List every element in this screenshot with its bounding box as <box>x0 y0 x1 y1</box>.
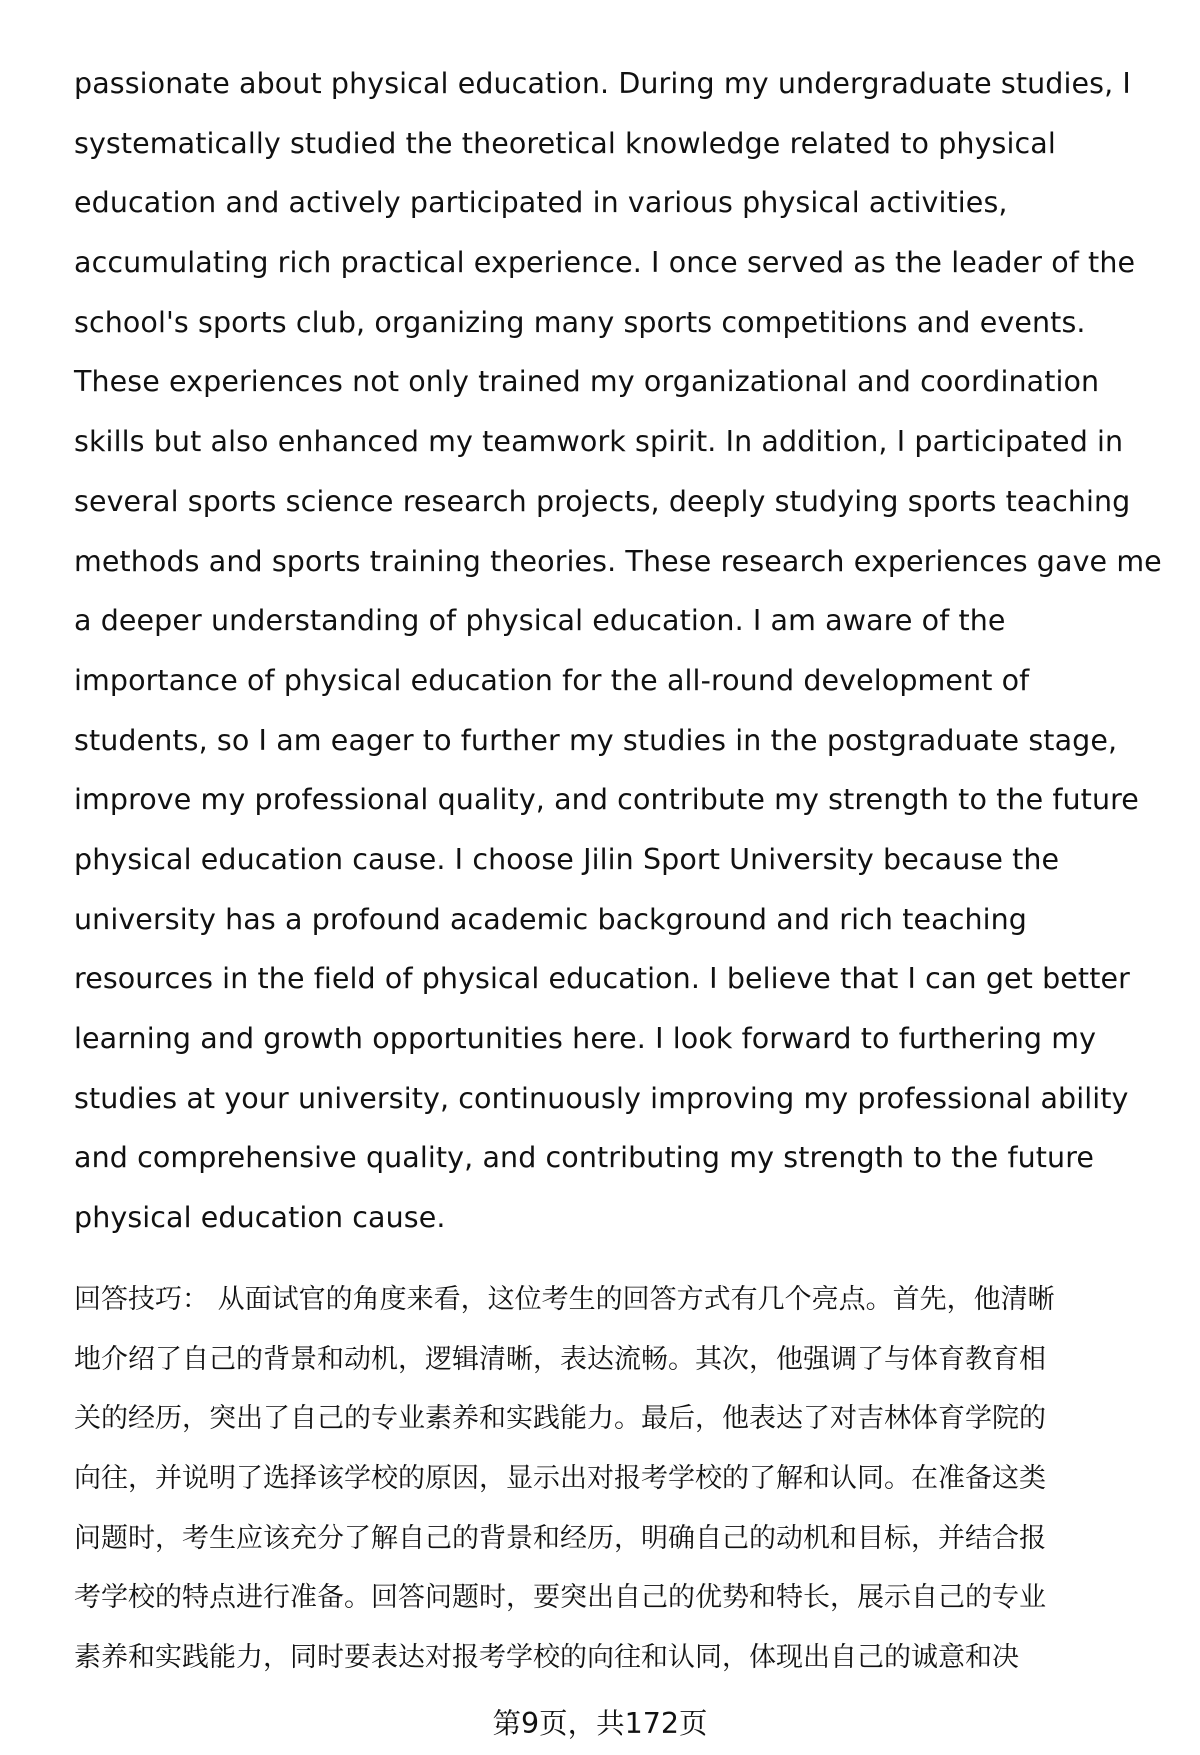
answer-paragraph <box>74 54 1162 1248</box>
paragraph-line: systematically studied the theoretical knowledge related to physical <box>74 126 1056 160</box>
tips-line: 向往，并说明了选择该学校的原因，显示出对报考学校的了解和认同。在准备这类 <box>74 1463 1046 1495</box>
paragraph-line: university has a profound academic background and rich teaching <box>74 902 1027 936</box>
tips-line: 地介绍了自己的背景和动机，逻辑清晰，表达流畅。其次，他强调了与体育教育相 <box>74 1343 1046 1375</box>
paragraph-line: school's sports club, organizing many sports competitions and events. <box>74 305 1086 339</box>
paragraph-line: skills but also enhanced my teamwork spirit. In addition, I participated in <box>74 425 1124 459</box>
paragraph-line: improve my professional quality, and contribute my strength to the future <box>74 783 1139 817</box>
paragraph-line: education and actively participated in various physical activities, <box>74 186 1008 220</box>
paragraph-line: methods and sports training theories. These research experiences gave me <box>74 544 1162 578</box>
tips-line: 问题时，考生应该充分了解自己的背景和经历，明确自己的动机和目标，并结合报 <box>74 1522 1046 1554</box>
paragraph-line: These experiences not only trained my organizational and coordination <box>74 365 1100 399</box>
paragraph-line: importance of physical education for the all-round development of <box>74 663 1030 697</box>
paragraph-line: learning and growth opportunities here. I look forward to furthering my <box>74 1022 1097 1055</box>
paragraph-line: and comprehensive quality, and contributing my strength to the future <box>74 1141 1095 1175</box>
tips-line: 考学校的特点进行准备。回答问题时，要突出自己的优势和特长，展示自己的专业 <box>74 1582 1046 1614</box>
answer-tips <box>74 1270 1154 1688</box>
tips-line: 回答技巧： 从面试官的角度来看，这位考生的回答方式有几个亮点。首先，他清晰 <box>74 1284 1055 1315</box>
paragraph-line: a deeper understanding of physical education. I am aware of the <box>74 604 1006 638</box>
paragraph-line: studies at your university, continuously improving my professional ability <box>74 1081 1129 1115</box>
paragraph-line: students, so I am eager to further my studies in the postgraduate stage, <box>74 723 1118 757</box>
paragraph-line: resources in the field of physical education. I believe that I can get better <box>74 962 1130 996</box>
paragraph-line: accumulating rich practical experience. I once served as the leader of the <box>74 246 1136 280</box>
paragraph-line: physical education cause. I choose Jilin Sport University because the <box>74 842 1060 876</box>
tips-line: 素养和实践能力，同时要表达对报考学校的向往和认同，体现出自己的诚意和决 <box>74 1642 1019 1674</box>
paragraph-line: several sports science research projects, deeply studying sports teaching <box>74 484 1131 518</box>
paragraph-line: passionate about physical education. During my undergraduate studies, I <box>74 67 1131 100</box>
paragraph-line: physical education cause. <box>74 1201 446 1235</box>
tips-line: 关的经历，突出了自己的专业素养和实践能力。最后，他表达了对吉林体育学院的 <box>74 1403 1046 1435</box>
page-number: 第9页，共172页 <box>492 1707 708 1740</box>
